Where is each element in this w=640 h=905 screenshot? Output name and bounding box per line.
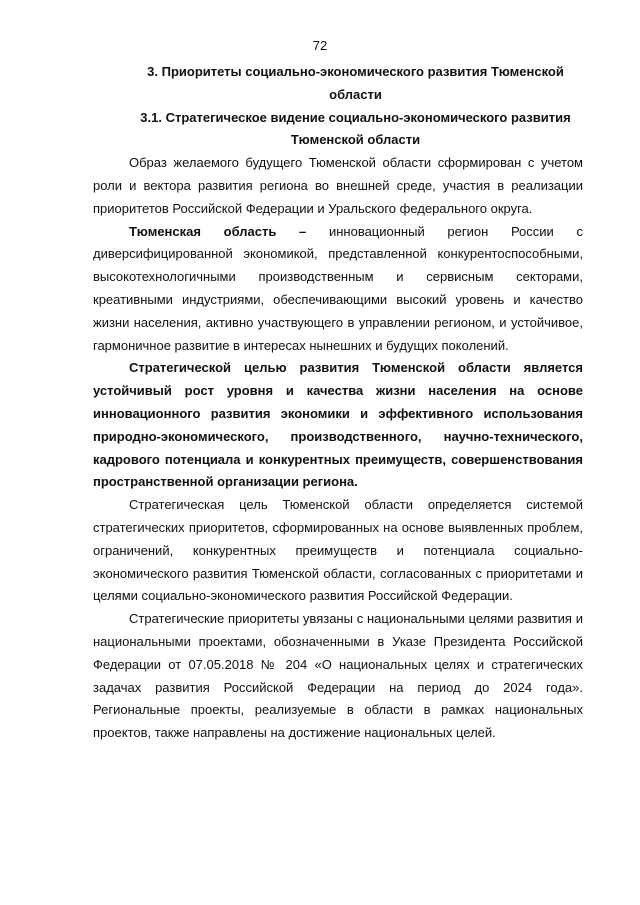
section-heading: 3. Приоритеты социально-экономического развития Тюменской области — [147, 64, 564, 102]
vision-text: инновационный регион России с диверсифицированной экономикой, представленной конкурентоспособными, высокотехнологичными производственным и сервисным секторами, креативными индустриями, обеспечивающими высокий уровень и качество жизни населения, активно участвующего в управлении регионом, и устойчивое, гармоничное развитие в интересах нынешних и будущих поколений. — [93, 223, 583, 353]
subsection-heading: 3.1. Стратегическое видение социально-экономического развития Тюменской области — [140, 109, 571, 148]
paragraph-vision-basis: Образ желаемого будущего Тюменской области сформирован с учетом роли и вектора развития региона во внешней среде, участия в реализации приоритетов Российской Федерации и Уральского федерального округа. — [93, 155, 583, 216]
paragraph-vision-statement — [93, 221, 583, 358]
paragraph-strategic-goal: Стратегической целью развития Тюменской области является устойчивый рост уровня и качества жизни населения на основе инновационного развития экономики и эффективного использования природно-экономического, производственного, научно-технического, кадрового потенциала и конкурентных преимуществ, совершенствования пространственной организации региона. — [93, 360, 583, 490]
paragraph-national-goals: Стратегические приоритеты увязаны с национальными целями развития и национальными проектами, обозначенными в Указе Президента Российской Федерации от 07.05.2018 № 204 «О национальных целях и стратегических задачах развития Российской Федерации на период до 2024 года». Региональные проекты, реализуемые в области в рамках национальных проектов, также направлены на достижение национальных целей. — [93, 611, 583, 741]
page-number: 72 — [312, 38, 328, 53]
page-content — [93, 61, 583, 745]
vision-lead: Тюменская область – — [129, 223, 307, 239]
paragraph-strategic-priorities: Стратегическая цель Тюменской области определяется системой стратегических приоритетов, сформированных на основе выявленных проблем, ограничений, конкурентных преимуществ и потенциала социально-экономического развития Тюменской области, согласованных с приоритетами и целями социально-экономического развития Российской Федерации. — [93, 497, 583, 604]
